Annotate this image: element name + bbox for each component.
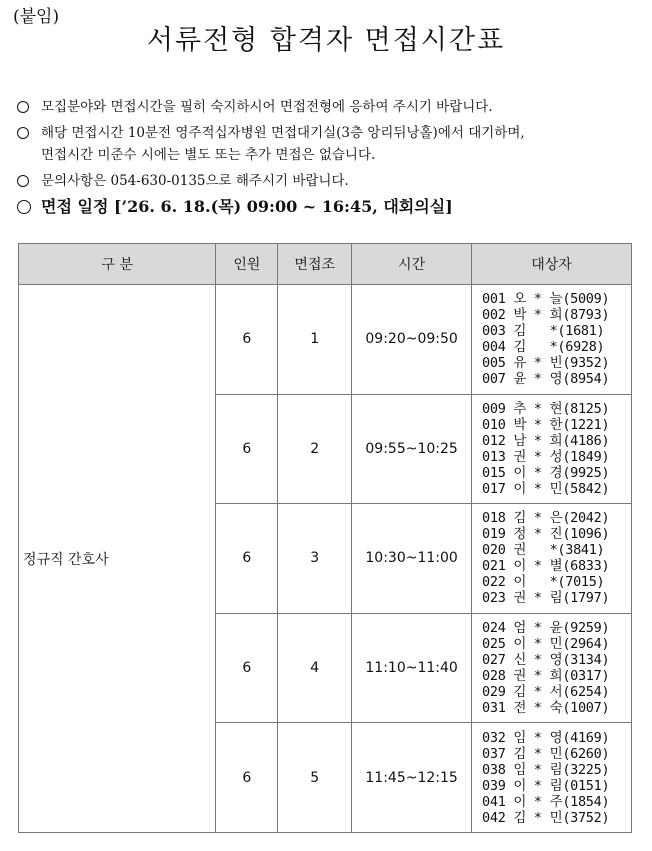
category-cell: 정규직 간호사 [19,285,216,833]
person-entry: 005 유 * 빈(9352) [482,355,610,372]
time-cell: 09:20~09:50 [352,285,472,395]
person-entry: 022 이 *(7015) [482,574,605,591]
count-cell: 6 [216,285,278,395]
time-cell: 11:45~12:15 [352,723,472,833]
person-entry: 019 정 * 진(1096) [482,526,610,543]
circle-bullet-icon [17,127,29,139]
notice-text: 모집분야와 면접시간을 필히 숙지하시어 면접전형에 응하여 주시기 바랍니다. [41,99,493,115]
time-cell: 10:30~11:00 [352,504,472,614]
person-entry: 029 김 * 서(6254) [482,684,610,701]
column-header-category: 구 분 [19,244,216,285]
count-cell: 6 [216,723,278,833]
person-entry: 003 김 *(1681) [482,323,605,340]
group-cell: 1 [278,285,352,395]
time-cell: 11:10~11:40 [352,613,472,723]
time-cell: 09:55~10:25 [352,394,472,504]
column-header-time: 시간 [352,244,472,285]
interview-schedule-table [18,243,632,833]
notice-text: 문의사항은 054-630-0135으로 해주시기 바랍니다. [41,173,349,189]
group-cell: 5 [278,723,352,833]
people-cell [472,613,632,723]
notice-list [17,96,645,222]
person-entry: 042 김 * 민(3752) [482,809,610,826]
people-cell [472,723,632,833]
count-cell: 6 [216,394,278,504]
notice-text: 해당 면접시간 10분전 영주적십자병원 면접대기실(3층 앙리뒤낭홀)에서 대기하며, [41,125,525,141]
notice-item [17,96,645,118]
attachment-label: (붙임) [13,7,60,27]
person-entry: 010 박 * 한(1221) [482,416,610,433]
person-entry: 024 엄 * 윤(9259) [482,620,610,637]
person-entry: 015 이 * 경(9925) [482,464,610,481]
person-entry: 031 전 * 숙(1007) [482,700,610,717]
person-entry: 009 추 * 현(8125) [482,400,610,417]
person-entry: 020 권 *(3841) [482,542,605,559]
circle-bullet-icon [17,175,29,187]
person-entry: 028 권 * 희(0317) [482,668,610,685]
table-row [19,285,632,395]
person-entry: 017 이 * 민(5842) [482,480,610,497]
column-header-group: 면접조 [278,244,352,285]
person-entry: 013 권 * 성(1849) [482,448,610,465]
person-entry: 041 이 * 주(1854) [482,793,610,810]
group-cell: 2 [278,394,352,504]
schedule-heading [17,196,645,218]
person-entry: 027 신 * 영(3134) [482,652,610,669]
person-entry: 037 김 * 민(6260) [482,745,610,762]
schedule-text: 면접 일정 [’26. 6. 18.(목) 09:00 ~ 16:45, 대회의실] [41,197,453,216]
person-entry: 002 박 * 희(8793) [482,307,610,324]
circle-bullet-icon [17,101,29,113]
person-entry: 001 오 * 늘(5009) [482,291,610,308]
person-entry: 007 윤 * 영(8954) [482,371,610,388]
person-entry: 023 권 * 림(1797) [482,590,610,607]
people-cell [472,285,632,395]
person-entry: 039 이 * 림(0151) [482,777,610,794]
table-header-row [19,244,632,285]
person-entry: 018 김 * 은(2042) [482,510,610,527]
person-entry: 021 이 * 별(6833) [482,558,610,575]
group-cell: 3 [278,504,352,614]
people-cell [472,394,632,504]
count-cell: 6 [216,613,278,723]
people-cell [472,504,632,614]
person-entry: 004 김 *(6928) [482,339,605,356]
column-header-people: 대상자 [472,244,632,285]
notice-text: 면접시간 미준수 시에는 별도 또는 추가 면접은 없습니다. [41,147,376,163]
group-cell: 4 [278,613,352,723]
person-entry: 038 임 * 림(3225) [482,761,610,778]
person-entry: 032 임 * 영(4169) [482,729,610,746]
notice-item [17,122,645,166]
column-header-count: 인원 [216,244,278,285]
person-entry: 025 이 * 민(2964) [482,636,610,653]
circle-bullet-icon [17,200,31,214]
count-cell: 6 [216,504,278,614]
notice-item [17,170,645,192]
page-title: 서류전형 합격자 면접시간표 [146,25,506,56]
person-entry: 012 남 * 희(4186) [482,432,610,449]
